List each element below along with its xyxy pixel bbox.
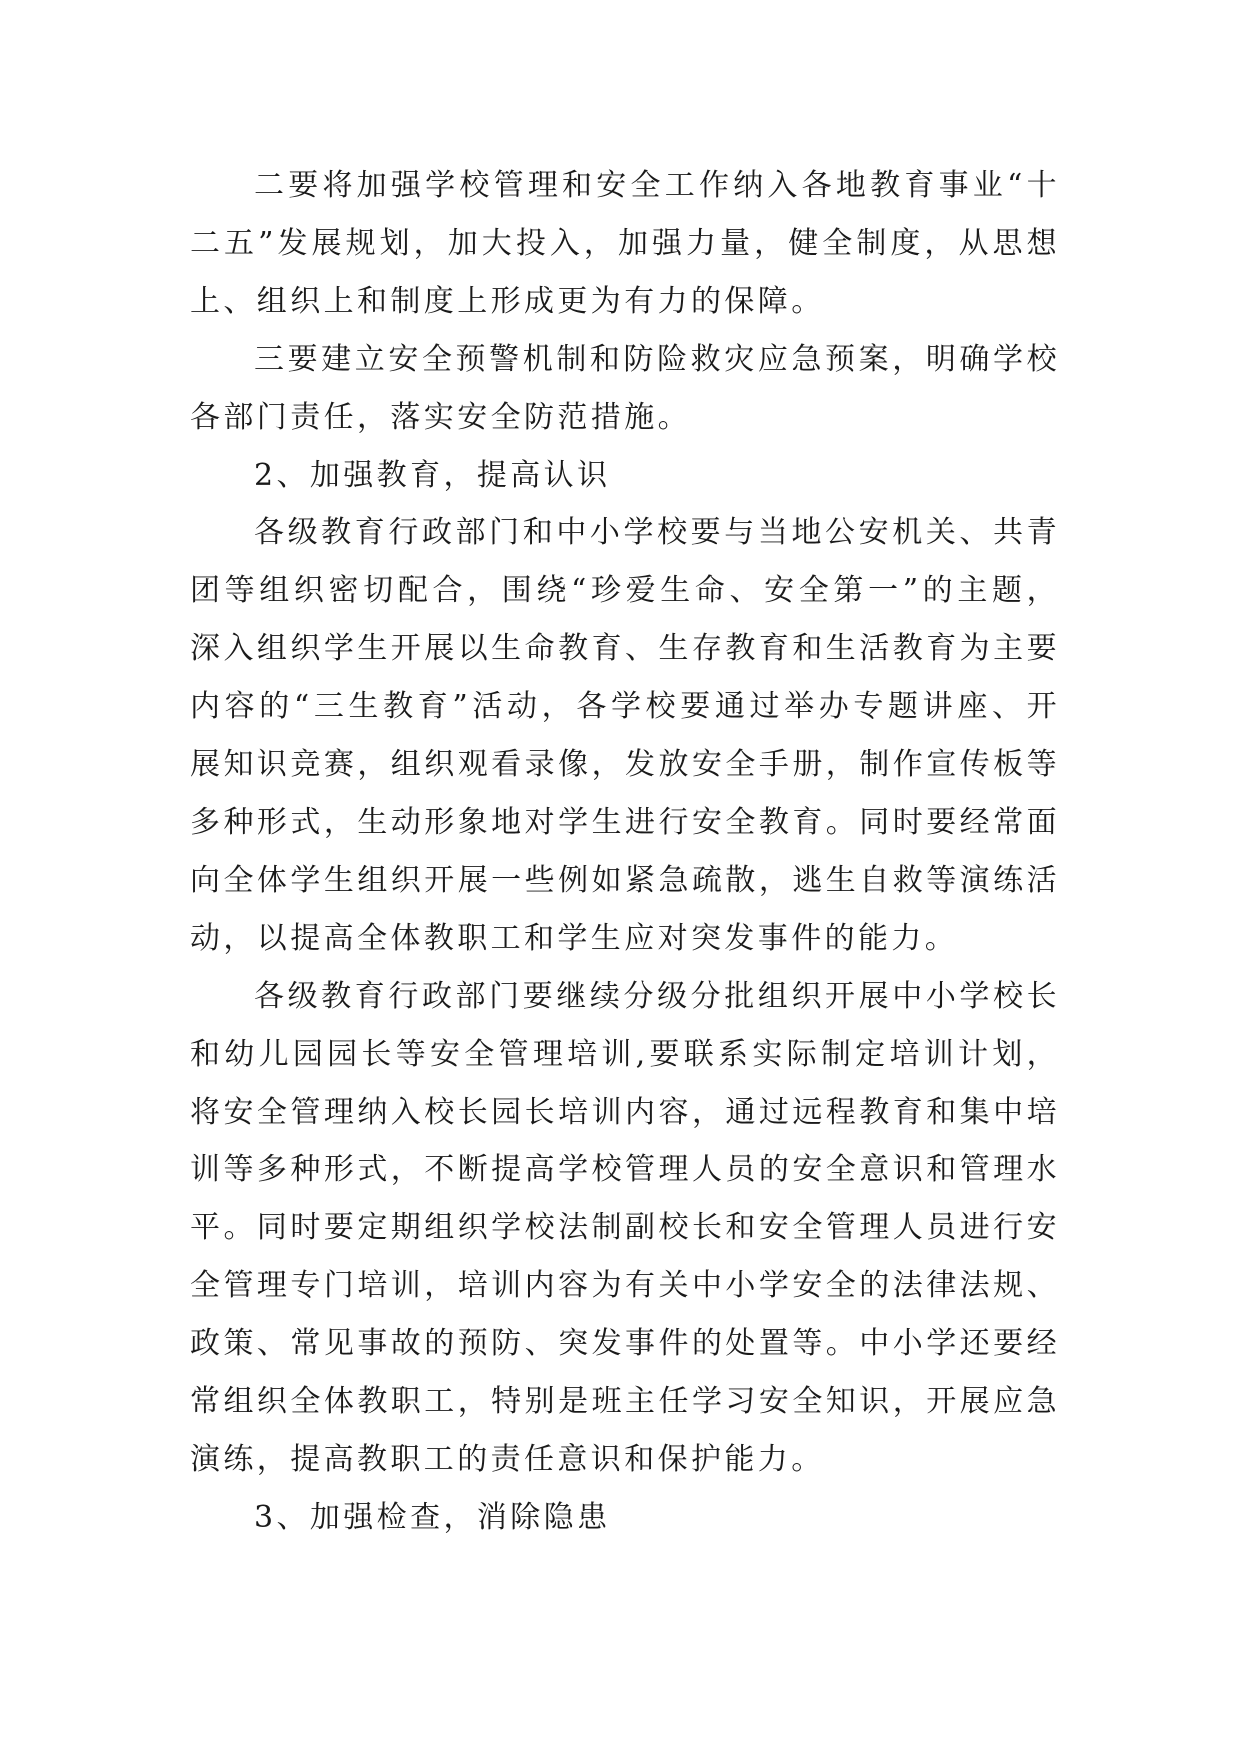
section-heading-education: 2、加强教育，提高认识 (254, 457, 611, 493)
paragraph-safety-education: 各级教育行政部门和中小学校要与当地公安机关、共青团等组织密切配合，围绕“珍爱生命、安全第一”的主题，深入组织学生开展以生命教育、生存教育和生活教育为主要内容的“三生教育”活动，各学校要通过举办专题讲座、开展知识竞赛，组织观看录像，发放安全手册，制作宣传板等多种形式，生动形象地对学生进行安全教育。同时要经常面向全体学生组织开展一些例如紧急疏散，逃生自救等演练活动，以提高全体教职工和学生应对突发事件的能力。 (190, 515, 1060, 956)
paragraph-management-training: 各级教育行政部门要继续分级分批组织开展中小学校长和幼儿园园长等安全管理培训,要联系实际制定培训计划，将安全管理纳入校长园长培训内容，通过远程教育和集中培训等多种形式，不断提高学校管理人员的安全意识和管理水平。同时要定期组织学校法制副校长和安全管理人员进行安全管理专门培训，培训内容为有关中小学安全的法律法规、政策、常见事故的预防、突发事件的处置等。中小学还要经常组织全体教职工，特别是班主任学习安全知识，开展应急演练，提高教职工的责任意识和保护能力。 (190, 978, 1060, 1477)
paragraph-planning: 二要将加强学校管理和安全工作纳入各地教育事业“十二五”发展规划，加大投入，加强力量，健全制度，从思想上、组织上和制度上形成更为有力的保障。 (190, 168, 1060, 319)
section-heading-inspection: 3、加强检查，消除隐患 (254, 1499, 611, 1535)
document-body (190, 157, 1060, 1547)
paragraph-early-warning: 三要建立安全预警机制和防险救灾应急预案，明确学校各部门责任，落实安全防范措施。 (190, 341, 1060, 435)
